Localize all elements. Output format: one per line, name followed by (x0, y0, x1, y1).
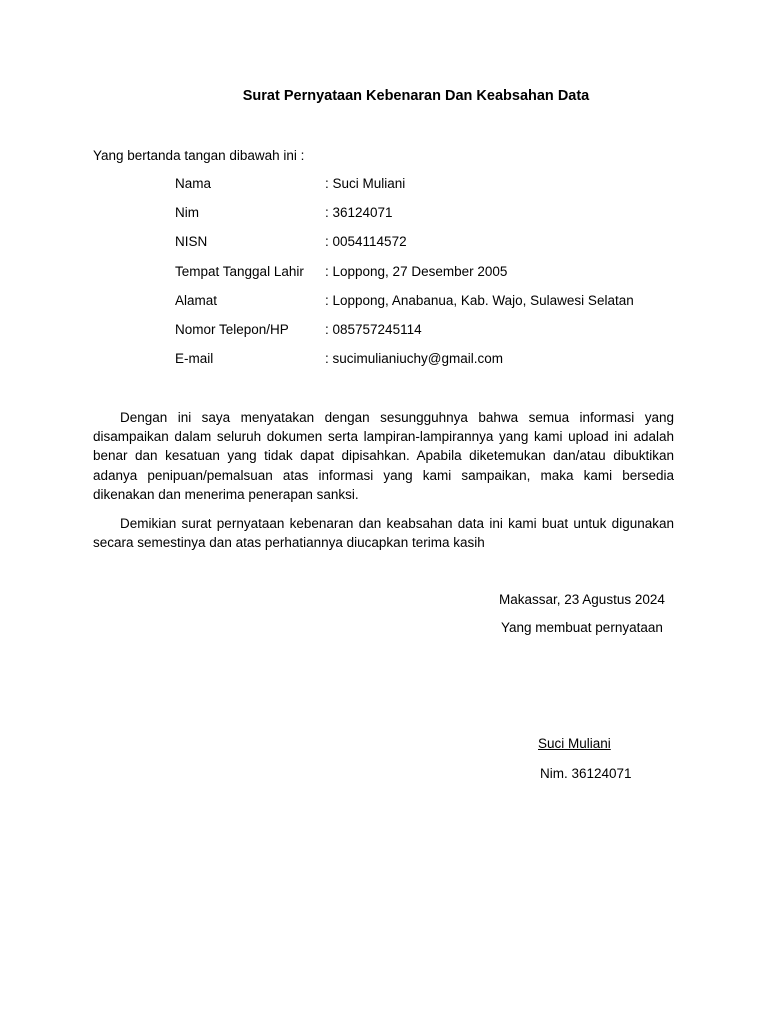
statement-paragraph: Dengan ini saya menyatakan dengan sesungguhnya bahwa semua informasi yang disampaikan dalam seluruh dokumen serta lampiran-lampirannya yang kami upload ini adalah benar dan kesatuan yang tidak dapat dipisahkan. Apabila diketemukan dan/atau dibuktikan adanya penipuan/pemalsuan atas informasi yang kami sampaikan, maka kami bersedia dikenakan dan menerima penerapan sanksi. (93, 410, 674, 502)
field-label: Tempat Tanggal Lahir (175, 263, 304, 279)
signer-nim: Nim. 36124071 (540, 766, 632, 781)
field-label: Alamat (175, 292, 218, 308)
field-label: Nim (175, 205, 199, 221)
field-label: Nama (175, 176, 212, 191)
closing-paragraph: Demikian surat pernyataan kebenaran dan keabsahan data ini kami buat untuk digunakan secara semestinya dan atas perhatiannya diucapkan terima kasih (93, 516, 674, 551)
place-date: Makassar, 23 Agustus 2024 (499, 592, 665, 607)
document-title: Surat Pernyataan Kebenaran Dan Keabsahan Data (242, 88, 590, 104)
field-value: : sucimulianiuchy@gmail.com (325, 351, 504, 367)
field-value: : Loppong, 27 Desember 2005 (325, 263, 508, 279)
maker-label: Yang membuat pernyataan (501, 620, 663, 635)
field-value: : Loppong, Anabanua, Kab. Wajo, Sulawesi Selatan (325, 292, 634, 308)
field-label: E-mail (175, 351, 214, 367)
signer-name: Suci Muliani (538, 736, 611, 751)
field-value: : 085757245114 (325, 321, 422, 337)
field-label: Nomor Telepon/HP (175, 321, 289, 337)
field-value: : 36124071 (325, 205, 393, 221)
field-value: : Suci Muliani (325, 176, 406, 191)
field-label: NISN (175, 234, 208, 250)
field-value: : 0054114572 (325, 234, 407, 250)
opening-line: Yang bertanda tangan dibawah ini : (93, 148, 305, 163)
